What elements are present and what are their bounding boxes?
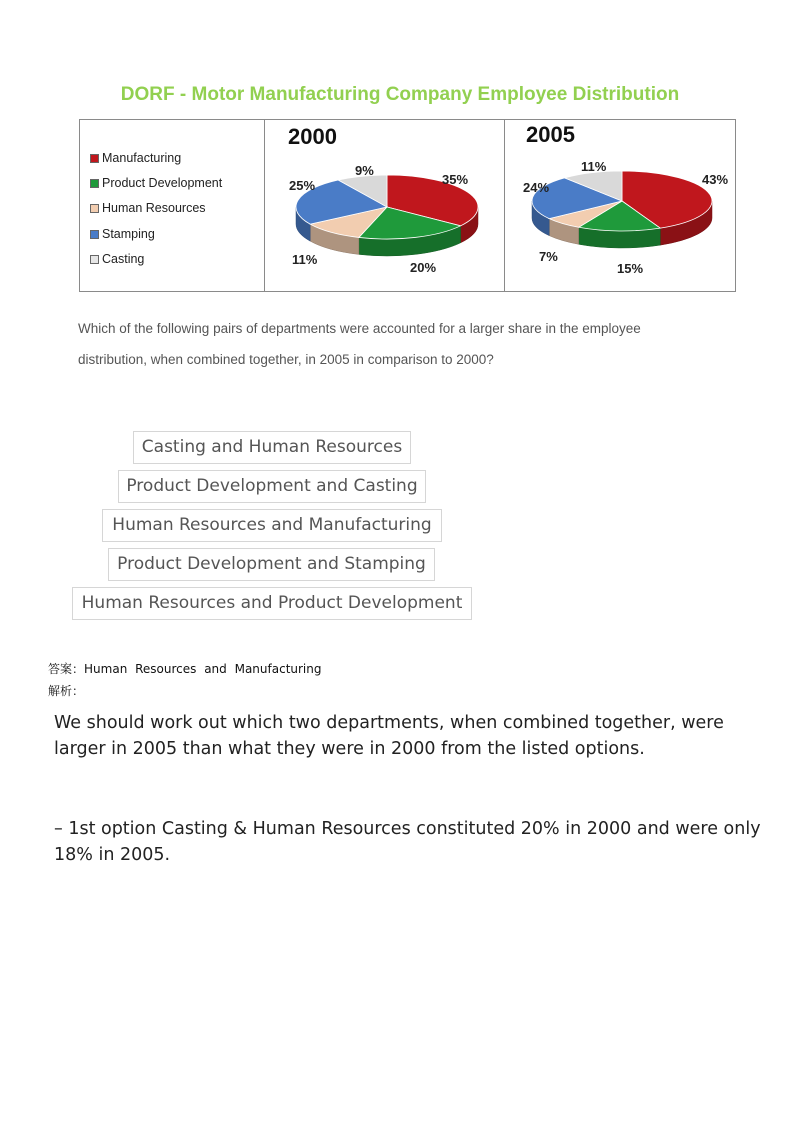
analysis-label: 解析： (48, 684, 85, 698)
chart-title-2005: 2005 (526, 122, 575, 147)
explanation-line: 18% in 2005. (54, 845, 171, 865)
legend-label: Manufacturing (102, 151, 182, 165)
pie-panel-2005 (505, 120, 735, 291)
legend-label: Product Development (102, 176, 223, 190)
explanation-paragraph-1 (54, 710, 774, 762)
question-line: distribution, when combined together, in 2005 in comparison to 2000? (78, 352, 494, 367)
legend-label: Human Resources (102, 201, 206, 215)
option-4[interactable]: Product Development and Stamping (108, 548, 435, 581)
data-label-stamping-2005: 24% (523, 180, 550, 195)
legend-swatch-product-development (90, 179, 99, 188)
data-label-human-resources-2005: 7% (539, 249, 558, 264)
legend-swatch-casting (90, 255, 99, 264)
legend-swatch-human-resources (90, 204, 99, 213)
answer-label: 答案： (48, 662, 85, 676)
option-3[interactable]: Human Resources and Manufacturing (102, 509, 442, 542)
legend-item-product-development (90, 176, 222, 190)
data-label-stamping-2000: 25% (289, 178, 316, 193)
explanation-line: larger in 2005 than what they were in 2000 from the listed options. (54, 739, 645, 759)
option-2[interactable]: Product Development and Casting (118, 470, 426, 503)
data-label-product-development-2005: 15% (617, 261, 644, 276)
chart-legend (80, 120, 265, 291)
explanation-line: – 1st option Casting & Human Resources constituted 20% in 2000 and were only (54, 819, 761, 839)
page-title: DORF - Motor Manufacturing Company Employee Distribution (120, 84, 680, 105)
legend-item-manufacturing (90, 151, 181, 165)
question-text (78, 313, 738, 375)
legend-item-human-resources (90, 201, 206, 215)
explanation-paragraph-2 (54, 816, 774, 868)
legend-swatch-stamping (90, 230, 99, 239)
pie-panel-2000 (264, 120, 505, 291)
option-5[interactable]: Human Resources and Product Development (72, 587, 472, 620)
answer-value: Human Resources and Manufacturing (84, 662, 322, 676)
option-1[interactable]: Casting and Human Resources (133, 431, 411, 464)
data-label-casting-2005: 11% (581, 159, 607, 174)
data-label-manufacturing-2005: 43% (702, 172, 729, 187)
data-label-human-resources-2000: 11% (292, 252, 318, 267)
data-label-manufacturing-2000: 35% (442, 172, 469, 187)
data-label-casting-2000: 9% (355, 163, 374, 178)
legend-label: Stamping (102, 227, 155, 241)
legend-item-stamping (90, 227, 155, 241)
legend-item-casting (90, 252, 144, 266)
legend-label: Casting (102, 252, 145, 266)
explanation-line: We should work out which two departments, when combined together, were (54, 713, 724, 733)
answer-line (48, 660, 322, 677)
data-label-product-development-2000: 20% (410, 260, 437, 275)
chart-title-2000: 2000 (288, 124, 337, 149)
question-line: Which of the following pairs of departments were accounted for a larger share in the employee (78, 321, 641, 336)
pie-charts-figure (79, 119, 736, 292)
legend-swatch-manufacturing (90, 154, 99, 163)
